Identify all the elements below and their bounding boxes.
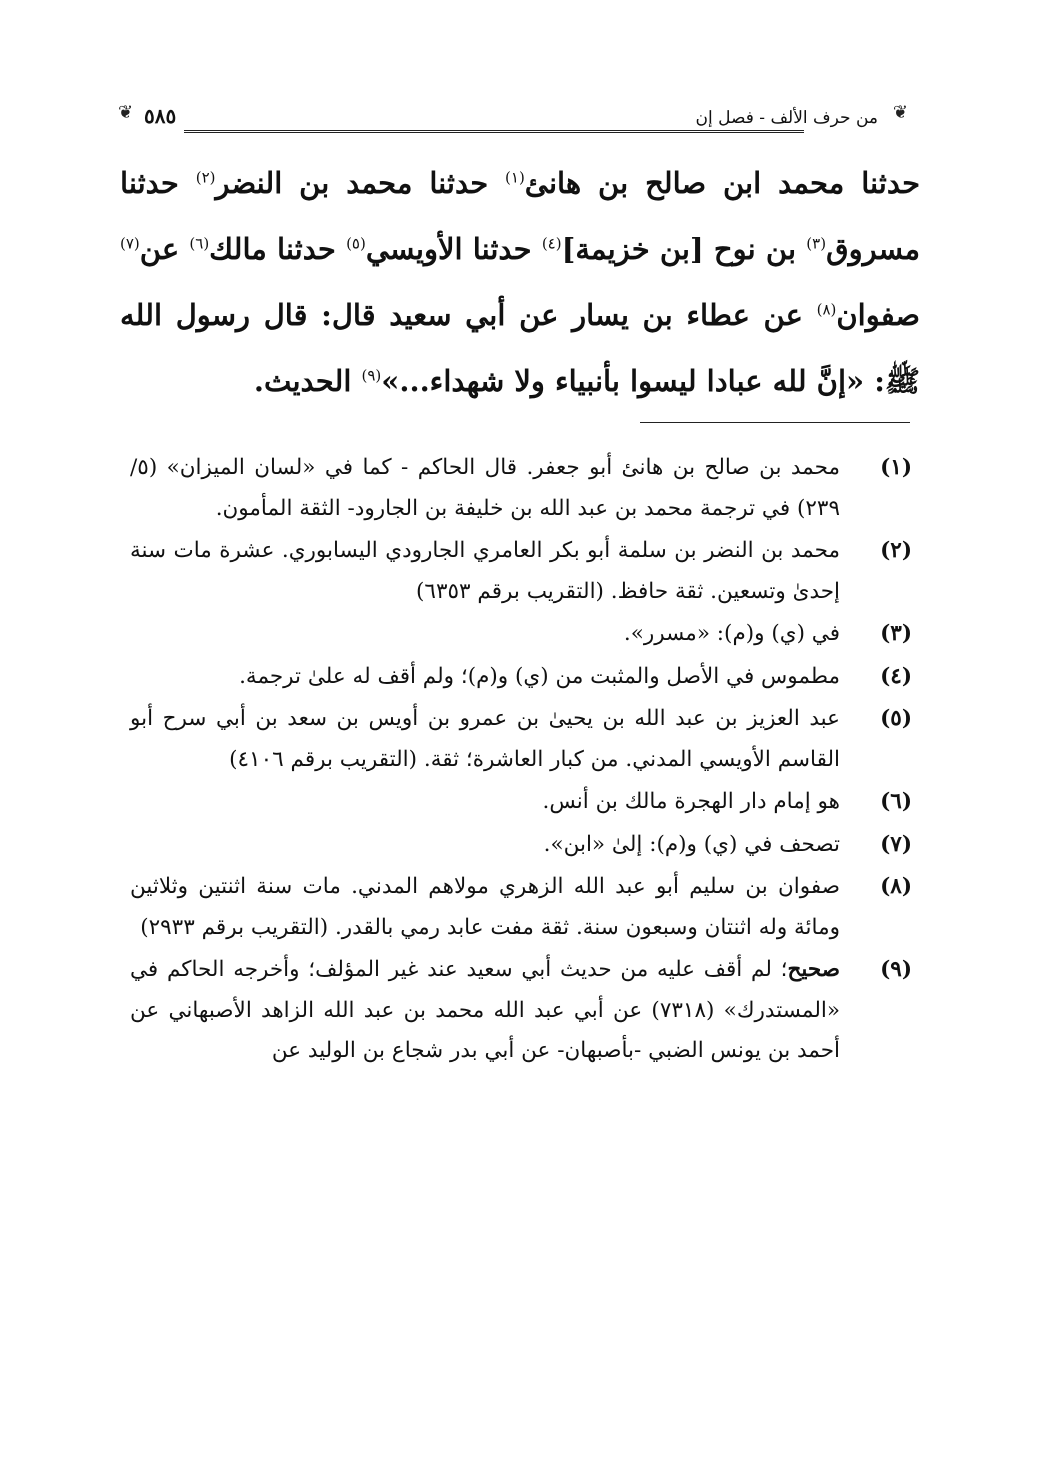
main-text-segment: عن [139, 232, 190, 266]
main-text-segment: عن عطاء بن يسار عن أبي سعيد قال: قال رسول الله ﷺ: «إنَّ لله عبادا ليسوا بأنبياء ولا شهداء...» [120, 298, 920, 398]
main-text-segment: حدثنا محمد بن النضر [215, 166, 506, 200]
footnote-number: (٤) [880, 663, 912, 689]
footnote-text: عبد العزيز بن عبد الله بن يحيىٰ بن عمرو بن أويس بن سعد بن أبي سرح أبو القاسم الأويسي المدني. من كبار العاشرة؛ ثقة. (التقريب برقم ٤١٠٦) [130, 706, 840, 772]
main-text-segment: حدثنا الأويسي [365, 232, 542, 266]
footnote-ref[interactable]: (٩) [361, 366, 382, 385]
footnote [130, 699, 912, 780]
footnote-text: صفوان بن سليم أبو عبد الله الزهري مولاهم المدني. مات سنة اثنتين وثلاثين ومائة وله اثنتان وسبعون سنة. ثقة مفت عابد رمي بالقدر. (التقريب برقم ٢٩٣٣) [130, 874, 840, 940]
main-text-segment: بن نوح [بن خزيمة] [561, 232, 807, 266]
main-text-segment: الحديث. [253, 364, 362, 398]
footnote-lead: صحيح [787, 957, 840, 982]
footnote-ref[interactable]: (٥) [346, 234, 366, 253]
main-text-segment: حدثنا مالك [209, 232, 347, 266]
footnote-number: (٣) [880, 621, 912, 646]
footnotes [130, 448, 912, 1074]
footnote-text [130, 950, 840, 1072]
footnote [130, 867, 912, 948]
page-number: ٥٨٥ [138, 104, 182, 128]
running-header [118, 100, 914, 140]
footnote-text: محمد بن النضر بن سلمة أبو بكر العامري الجارودي اليسابوري. عشرة مات سنة إحدىٰ وتسعين. ثقة حافظ. (التقريب برقم ٦٣٥٣) [130, 538, 840, 604]
main-text [120, 150, 920, 414]
header-rule [184, 130, 804, 133]
footnote-ref[interactable]: (٨) [816, 300, 837, 319]
footnote-number: (١) [880, 455, 912, 480]
footnote [130, 448, 912, 529]
footnote-number: (٨) [880, 874, 912, 899]
footnote-ref[interactable]: (٦) [189, 234, 210, 253]
footnote-number: (٢) [880, 538, 912, 563]
footnote-ref[interactable]: (١) [505, 168, 525, 187]
main-text-segment: صفوان [836, 298, 920, 332]
footnote-number: (٩) [880, 957, 912, 982]
footnote-ref[interactable]: (٧) [120, 234, 140, 253]
header-ornament-left: ❦ [118, 102, 134, 123]
footnote [130, 614, 912, 655]
footnote [130, 657, 912, 698]
main-text-segment: حدثنا محمد ابن صالح بن هانئ [524, 166, 921, 200]
footnote [130, 950, 912, 1072]
footnote-ref[interactable]: (٤) [541, 234, 562, 253]
footnote-ref[interactable]: (٢) [195, 168, 216, 187]
footnote-body: ؛ لم أقف عليه من حديث أبي سعيد عند غير المؤلف؛ وأخرجه الحاكم في «المستدرك» (٧٣١٨) عن أبي عبد الله محمد بن عبد الله الزاهد الأصبهاني عن أحمد بن يونس الضبي -بأصبهان- عن أبي بدر شجاع بن الوليد عن [130, 957, 840, 1063]
footnote-number: (٧) [880, 831, 912, 857]
footnote-text: هو إمام دار الهجرة مالك بن أنس. [542, 789, 840, 814]
footnote-text: مطموس في الأصل والمثبت من (ي) و(م)؛ ولم أقف له علىٰ ترجمة. [239, 663, 840, 689]
footnote-ref[interactable]: (٣) [806, 234, 827, 253]
footnote-number: (٦) [880, 789, 912, 814]
footnote [130, 782, 912, 823]
footnote-separator [640, 422, 910, 423]
main-text-segment: حدثنا مسروق [120, 166, 920, 266]
header-ornament-right: ❦ [892, 102, 908, 123]
footnote-text: تصحف في (ي) و(م): إلىٰ «ابن». [543, 831, 840, 857]
footnote [130, 531, 912, 612]
footnote [130, 825, 912, 866]
footnote-number: (٥) [880, 706, 912, 731]
header-title: من حرف الألف - فصل إن [690, 108, 884, 128]
footnote-text: في (ي) و(م): «مسرر». [623, 621, 840, 646]
footnote-text: محمد بن صالح بن هانئ أبو جعفر. قال الحاكم - كما في «لسان الميزان» (٥/ ٢٣٩) في ترجمة محمد بن عبد الله بن خليفة بن الجارود- الثقة المأمون. [130, 455, 840, 521]
